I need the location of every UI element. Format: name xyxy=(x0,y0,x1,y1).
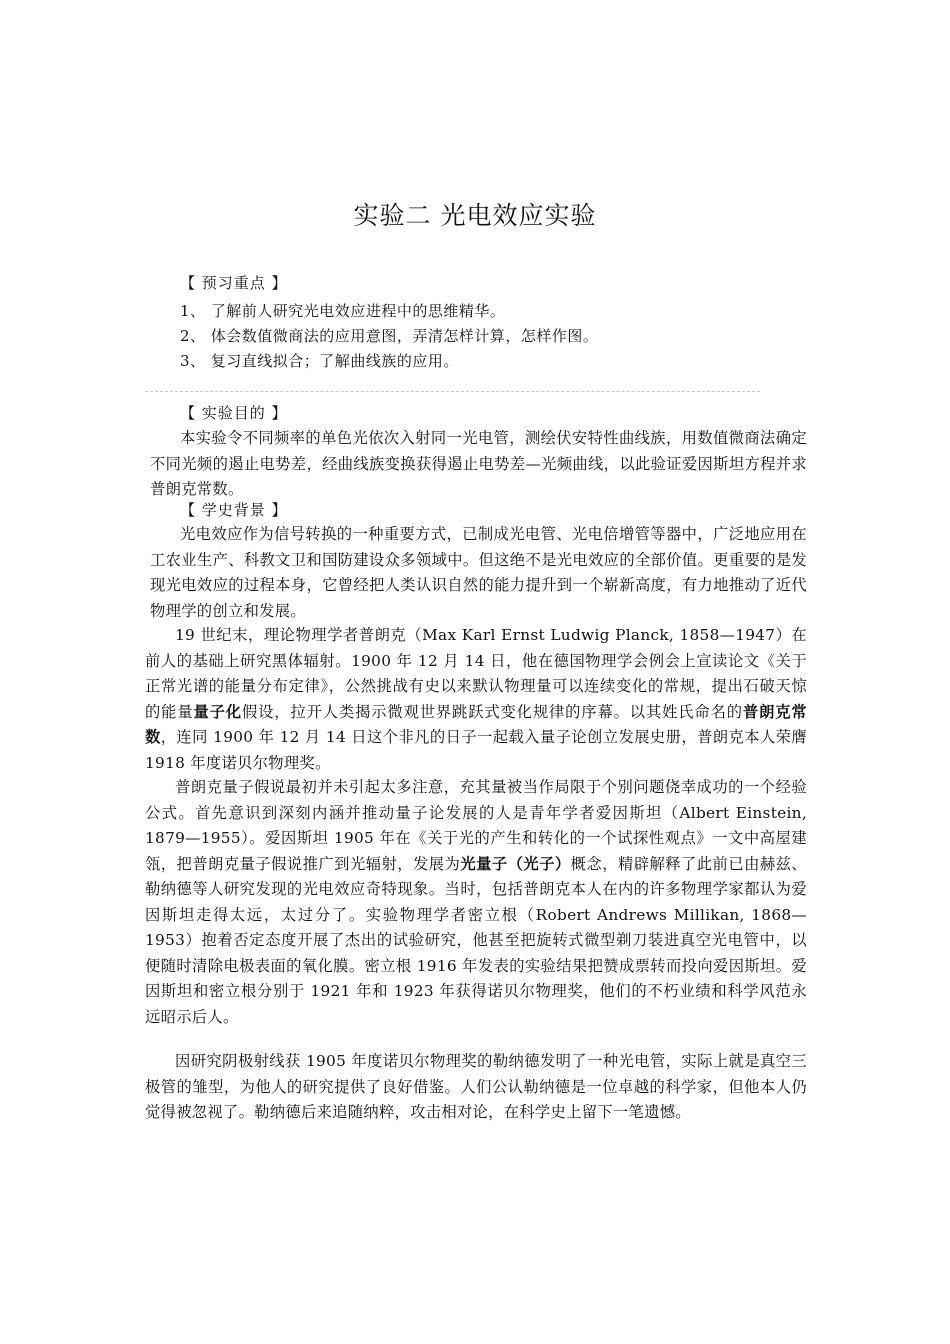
purpose-paragraph xyxy=(150,426,807,503)
term-quantization: 量子化 xyxy=(193,702,242,721)
history-text-2c: 假设，拉开人类揭示微观世界跳跃式变化规律的序幕。以其姓氏命名的 xyxy=(241,702,743,721)
preview-item-3: 3、 复习直线拟合；了解曲线族的应用。 xyxy=(180,352,459,370)
preview-item-2: 2、 体会数值微商法的应用意图，弄清怎样计算，怎样作图。 xyxy=(180,327,599,345)
history-paragraph-4 xyxy=(145,1049,807,1126)
history-text-2a: 19 世纪末，理论物理学者普朗克（Max Karl Ernst Ludwig Planck, 1858—1947）在前人的基础上研究黑体辐射。1900 年 12 月 14 日，他在德国物理学会例会上宣读论文《关于正常光谱的能量分布定律》，公然挑战有史以来默认物理量可以连续变化的常规，提出石破天惊的能量 xyxy=(145,626,807,721)
history-text-4: 因研究阴极射线获 1905 年度诺贝尔物理奖的勒纳德发明了一种光电管，实际上就是真空三极管的雏型，为他人的研究提供了良好借鉴。人们公认勒纳德是一位卓越的科学家，但他本人仍觉得被忽视了。勒纳德后来追随纳粹，攻击相对论，在科学史上留下一笔遗憾。 xyxy=(145,1052,807,1121)
history-heading: 【 学史背景 】 xyxy=(180,501,288,519)
history-paragraph-3 xyxy=(145,775,807,1030)
history-paragraph-1 xyxy=(150,522,807,624)
history-text-3c: 概念，精辟解释了此前已由赫兹、勒纳德等人研究发现的光电效应奇特现象。当时，包括普朗克本人在内的许多物理学家都认为爱因斯坦走得太远，太过分了。实验物理学者密立根（Robert Andrews Millikan, 1868—1953）抱着否定态度开展了杰出的试验研究，他甚至把旋转式微型剃刀装进真空光电管中，以便随时清除电极表面的氧化膜。密立根 1916 年发表的实验结果把赞成票转而投向爱因斯坦。爱因斯坦和密立根分别于 1921 年和 1923 年获得诺贝尔物理奖，他们的不朽业绩和科学风范永远昭示后人。 xyxy=(145,854,807,1026)
section-divider xyxy=(145,391,760,392)
purpose-heading: 【 实验目的 】 xyxy=(180,404,288,422)
page-title: 实验二 光电效应实验 xyxy=(353,201,597,230)
term-planck-constant: 普朗克常数 xyxy=(145,702,807,746)
history-text-2d: ，连同 1900 年 12 月 14 日这个非凡的日子一起载入量子论创立发展史册，普朗克本人荣膺 1918 年度诺贝尔物理奖。 xyxy=(145,728,807,772)
term-photon: 光量子（光子） xyxy=(460,854,571,873)
preview-heading: 【 预习重点 】 xyxy=(180,274,288,292)
history-text-1: 光电效应作为信号转换的一种重要方式，已制成光电管、光电倍增管等器中，广泛地应用在工农业生产、科教文卫和国防建设众多领域中。但这绝不是光电效应的全部价值。更重要的是发现光电效应的过程本身，它曾经把人类认识自然的能力提升到一个崭新高度，有力地推动了近代物理学的创立和发展。 xyxy=(150,525,807,620)
preview-item-1: 1、 了解前人研究光电效应进程中的思维精华。 xyxy=(180,302,506,320)
history-paragraph-2 xyxy=(145,623,807,776)
purpose-text: 本实验令不同频率的单色光依次入射同一光电管，测绘伏安特性曲线族，用数值微商法确定不同光频的遏止电势差，经曲线族变换获得遏止电势差—光频曲线，以此验证爱因斯坦方程并求普朗克常数。 xyxy=(150,429,807,498)
history-text-3a: 普朗克量子假说最初并未引起太多注意，充其量被当作局限于个别问题侥幸成功的一个经验公式。首先意识到深刻内涵并推动量子论发展的人是青年学者爱因斯坦（Albert Einstein, 1879—1955）。爱因斯坦 1905 年在《关于光的产生和转化的一个试探性观点》一文中高屋建瓴，把普朗克量子假说推广到光辐射，发展为 xyxy=(145,778,807,873)
